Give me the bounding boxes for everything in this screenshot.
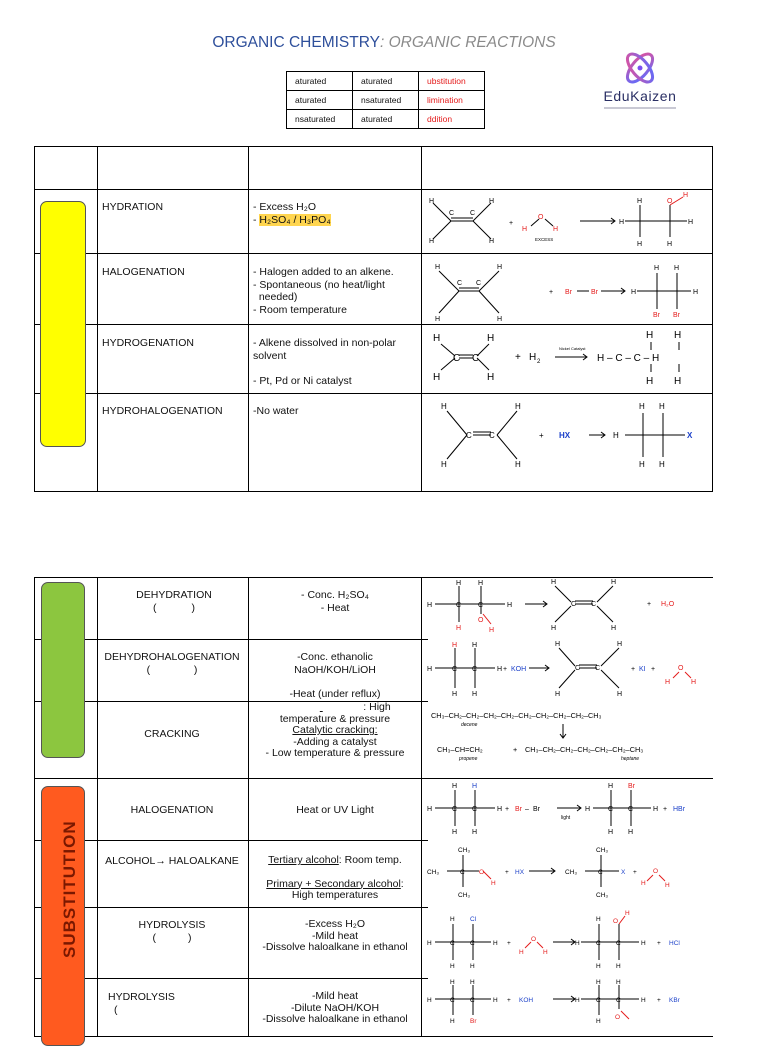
svg-text:C: C — [472, 353, 480, 364]
svg-text:H: H — [450, 1018, 455, 1025]
svg-text:CH₃: CH₃ — [458, 847, 471, 854]
svg-text:H: H — [674, 330, 682, 341]
title-main: ORGANIC CHEMISTRY — [212, 34, 380, 51]
reaction-name: DEHYDROHALOGENATION ( ) — [104, 651, 240, 676]
svg-text:H: H — [608, 829, 614, 836]
svg-text:C: C — [450, 997, 455, 1004]
svg-text:C: C — [478, 602, 484, 609]
svg-text:H: H — [487, 372, 495, 383]
svg-text:KBr: KBr — [669, 997, 680, 1004]
svg-text:H: H — [429, 238, 435, 245]
svg-text:CH₃: CH₃ — [458, 892, 471, 899]
svg-text:light: light — [561, 815, 571, 821]
svg-text:H: H — [489, 627, 495, 634]
svg-text:H: H — [470, 963, 475, 970]
svg-text:H: H — [456, 625, 462, 632]
svg-text:+: + — [507, 940, 511, 947]
svg-text:CH₃–CH=CH₂: CH₃–CH=CH₂ — [437, 745, 483, 754]
key-cell: nsaturated — [287, 110, 353, 129]
svg-text:HCl: HCl — [669, 940, 680, 947]
svg-text:KOH: KOH — [519, 997, 534, 1004]
reaction-conditions: - Conc. H₂SO₄ - Heat — [301, 589, 369, 614]
svg-text:H: H — [435, 316, 441, 323]
svg-text:C: C — [575, 665, 581, 672]
svg-text:C: C — [596, 940, 601, 947]
reaction-name: ALCOHOL→ HALOALKANE — [105, 855, 239, 867]
reaction-conditions: -Excess H₂O -Mild heat -Dissolve haloalkane in ethanol — [262, 918, 408, 953]
svg-text:H: H — [487, 333, 495, 344]
svg-text:H: H — [456, 580, 462, 587]
svg-text:H: H — [497, 316, 503, 323]
svg-text:CH₃: CH₃ — [596, 892, 609, 899]
key-cell: aturated — [287, 91, 353, 110]
reaction-conditions: -Mild heat -Dilute NaOH/KOH -Dissolve haloalkane in ethanol — [262, 990, 408, 1025]
key-cell: nsaturated — [353, 91, 419, 110]
reaction-conditions: - Excess H₂O - H₂SO₄ / H₃PO₄ — [253, 201, 331, 226]
svg-text:H: H — [575, 997, 580, 1004]
svg-text:Br: Br — [515, 806, 522, 813]
svg-text:C: C — [453, 353, 461, 364]
svg-text:C: C — [466, 431, 472, 440]
svg-text:H: H — [493, 997, 498, 1004]
reaction-conditions: -No water — [253, 405, 299, 417]
svg-text:H: H — [659, 402, 665, 411]
svg-text:H: H — [617, 691, 623, 698]
svg-text:C: C — [598, 869, 603, 876]
key-cell: ubstitution — [419, 72, 485, 91]
svg-text:H: H — [653, 806, 659, 813]
svg-text:+: + — [507, 997, 511, 1004]
alcohol-haloalkane-equation — [425, 841, 715, 907]
svg-text:C: C — [472, 666, 478, 673]
hydrolysis-water-equation — [425, 908, 715, 978]
svg-text:propene: propene — [459, 756, 478, 762]
svg-text:H: H — [596, 963, 601, 970]
reaction-name: HYDROLYSIS ( — [108, 991, 175, 1016]
atom-logo-icon — [594, 48, 686, 88]
dehydration-equation — [425, 578, 715, 640]
addition-table — [34, 146, 713, 492]
svg-text:H: H — [683, 192, 689, 199]
svg-text:H: H — [625, 910, 630, 917]
svg-text:+: + — [515, 352, 521, 363]
svg-text:C: C — [449, 210, 455, 217]
svg-text:O: O — [667, 198, 673, 205]
svg-text:H: H — [641, 997, 646, 1004]
svg-text:+: + — [539, 431, 544, 440]
title-sub: : ORGANIC REACTIONS — [379, 34, 556, 51]
svg-text:X: X — [687, 431, 693, 440]
svg-text:H: H — [611, 625, 617, 632]
cracking-equation — [425, 702, 715, 778]
svg-text:CH₃–CH₂–CH₂–CH₂–CH₂–CH₂–CH₃: CH₃–CH₂–CH₂–CH₂–CH₂–CH₂–CH₃ — [525, 745, 644, 754]
svg-text:H: H — [613, 431, 619, 440]
reaction-conditions: Heat or UV Light — [296, 804, 374, 816]
edukaizen-logo — [594, 48, 686, 126]
svg-text:+: + — [651, 666, 656, 673]
svg-text:O: O — [478, 617, 484, 624]
svg-text:H: H — [646, 376, 654, 387]
svg-text:2: 2 — [537, 359, 541, 365]
svg-text:H: H — [555, 691, 561, 698]
svg-text:Br: Br — [533, 806, 540, 813]
svg-text:H: H — [654, 265, 660, 272]
svg-text:Br: Br — [470, 1018, 477, 1025]
svg-text:H: H — [515, 402, 521, 411]
svg-text:+: + — [633, 869, 637, 876]
svg-text:Br: Br — [628, 783, 635, 790]
svg-text:–: – — [525, 806, 529, 813]
svg-text:+: + — [647, 601, 652, 608]
svg-text:H: H — [665, 882, 670, 889]
svg-text:KI: KI — [639, 666, 646, 673]
svg-text:H: H — [637, 198, 643, 205]
svg-text:C: C — [489, 431, 495, 440]
svg-text:C: C — [595, 665, 601, 672]
svg-text:C: C — [472, 806, 478, 813]
svg-text:H: H — [433, 333, 441, 344]
svg-text:H: H — [450, 963, 455, 970]
svg-text:O: O — [613, 918, 619, 925]
svg-text:C: C — [470, 997, 475, 1004]
svg-text:+: + — [657, 997, 661, 1004]
svg-text:C: C — [470, 940, 475, 947]
halogenation-equation — [425, 257, 715, 323]
svg-text:H: H — [472, 829, 478, 836]
svg-text:H: H — [522, 226, 528, 233]
svg-text:H: H — [667, 241, 673, 248]
logo-tagline — [604, 107, 676, 109]
svg-text:HX: HX — [559, 431, 571, 440]
svg-text:H: H — [529, 352, 537, 363]
svg-text:+: + — [631, 666, 636, 673]
svg-text:H: H — [575, 940, 580, 947]
svg-text:Br: Br — [653, 312, 660, 319]
svg-text:Br: Br — [591, 289, 598, 296]
key-row — [287, 91, 485, 110]
key-cell: ddition — [419, 110, 485, 129]
svg-text:H: H — [452, 691, 458, 698]
svg-text:Br: Br — [565, 289, 572, 296]
svg-text:O: O — [531, 936, 537, 943]
key-row — [287, 110, 485, 129]
svg-text:H: H — [427, 806, 433, 813]
svg-text:C: C — [456, 602, 462, 609]
svg-text:H: H — [489, 238, 495, 245]
svg-text:H: H — [472, 783, 478, 790]
svg-text:H: H — [628, 829, 634, 836]
svg-text:H: H — [659, 460, 665, 469]
reaction-name: CRACKING — [144, 728, 200, 740]
svg-text:CH₃: CH₃ — [427, 869, 440, 876]
hydration-equation — [425, 191, 715, 253]
svg-text:+: + — [549, 289, 554, 296]
svg-text:C: C — [452, 806, 458, 813]
svg-text:H: H — [596, 916, 601, 923]
svg-text:H: H — [441, 402, 447, 411]
reaction-name: HYDROLYSIS ( ) — [138, 919, 206, 944]
svg-text:Br: Br — [673, 312, 680, 319]
svg-text:+: + — [657, 940, 661, 947]
key-cell: aturated — [353, 110, 419, 129]
reaction-name: HALOGENATION — [102, 266, 185, 278]
dehydrohalogenation-equation — [425, 640, 715, 702]
svg-text:O: O — [653, 868, 659, 875]
svg-text:H: H — [616, 979, 621, 986]
hydrogenation-equation — [425, 326, 715, 392]
svg-text:H: H — [543, 949, 548, 956]
svg-text:H: H — [507, 602, 513, 609]
svg-text:KOH: KOH — [511, 666, 527, 673]
key-row — [287, 72, 485, 91]
svg-text:decene: decene — [461, 722, 478, 728]
svg-text:O: O — [538, 214, 544, 221]
svg-text:O: O — [479, 869, 485, 876]
svg-text:H: H — [497, 806, 503, 813]
hydrohalogenation-equation — [425, 397, 715, 477]
svg-text:H: H — [427, 940, 432, 947]
reaction-conditions: - Alkene dissolved in non-polar solvent - Pt, Pd or Ni catalyst — [253, 337, 397, 387]
svg-text:H: H — [608, 783, 614, 790]
elimination-substitution-table — [34, 577, 713, 1037]
svg-text:H: H — [497, 666, 503, 673]
svg-text:H: H — [450, 916, 455, 923]
svg-text:H: H — [515, 460, 521, 469]
svg-text:C: C — [616, 940, 621, 947]
reaction-conditions: Tertiary alcohol: Room temp. Primary + Secondary alcohol: High temperatures — [266, 854, 404, 901]
svg-text:H: H — [641, 880, 646, 887]
svg-text:C: C — [476, 280, 482, 287]
svg-text:C: C — [457, 280, 463, 287]
svg-text:H: H — [596, 979, 601, 986]
svg-text:H: H — [631, 289, 637, 296]
svg-text:C: C — [608, 806, 614, 813]
svg-text:H: H — [637, 241, 643, 248]
svg-text:H: H — [427, 602, 433, 609]
svg-text:H: H — [429, 198, 435, 205]
svg-text:H: H — [639, 460, 645, 469]
svg-text:H: H — [674, 265, 680, 272]
svg-text:H: H — [489, 198, 495, 205]
svg-text:C: C — [596, 997, 601, 1004]
key-cell: limination — [419, 91, 485, 110]
svg-text:H: H — [427, 666, 433, 673]
svg-text:C: C — [450, 940, 455, 947]
reaction-conditions: - Halogen added to an alkene. - Spontaneous (no heat/light needed) - Room temperature — [253, 266, 394, 316]
svg-text:C: C — [571, 601, 577, 608]
svg-text:EXCESS: EXCESS — [535, 237, 554, 242]
svg-text:H: H — [688, 219, 694, 226]
svg-text:C: C — [628, 806, 634, 813]
svg-text:H – C – C – H: H – C – C – H — [597, 353, 660, 364]
svg-text:H: H — [616, 963, 621, 970]
reaction-key-table — [286, 71, 485, 129]
svg-text:H: H — [646, 330, 654, 341]
svg-text:H: H — [551, 579, 557, 586]
svg-text:HX: HX — [515, 869, 525, 876]
addition-color-tag — [40, 201, 86, 447]
svg-text:CH₃–CH₂–CH₂–CH₂–CH₂–CH₂–CH₂–CH: CH₃–CH₂–CH₂–CH₂–CH₂–CH₂–CH₂–CH₂–CH₂–CH₃ — [431, 711, 602, 720]
svg-text:H: H — [478, 580, 484, 587]
key-cell: aturated — [287, 72, 353, 91]
svg-text:H: H — [491, 880, 496, 887]
svg-text:H: H — [470, 979, 475, 986]
substitution-label: SUBSTITUTION — [60, 820, 79, 958]
svg-text:C: C — [460, 869, 465, 876]
reaction-name: HYDRATION — [102, 201, 164, 213]
svg-text:H: H — [585, 806, 591, 813]
reaction-name: HYDROGENATION — [102, 337, 194, 349]
svg-text:H: H — [472, 691, 478, 698]
svg-text:O: O — [615, 1014, 621, 1021]
key-cell: aturated — [353, 72, 419, 91]
svg-text:H: H — [665, 679, 671, 686]
svg-text:+: + — [505, 806, 510, 813]
svg-text:H: H — [551, 625, 557, 632]
svg-text:H: H — [452, 642, 458, 649]
svg-text:+: + — [509, 220, 514, 227]
svg-text:O: O — [678, 665, 684, 672]
svg-text:H: H — [493, 940, 498, 947]
svg-text:H: H — [693, 289, 699, 296]
svg-text:H: H — [641, 940, 646, 947]
svg-text:H: H — [433, 372, 441, 383]
svg-text:heptane: heptane — [621, 756, 640, 762]
svg-text:H: H — [427, 997, 432, 1004]
svg-text:H: H — [611, 579, 617, 586]
svg-text:+: + — [513, 745, 518, 754]
svg-text:X: X — [621, 869, 626, 876]
svg-text:HBr: HBr — [673, 806, 686, 813]
svg-text:H: H — [639, 402, 645, 411]
svg-text:H: H — [596, 1018, 601, 1025]
svg-text:H: H — [450, 979, 455, 986]
svg-text:H: H — [553, 226, 559, 233]
svg-text:H: H — [452, 783, 458, 790]
svg-text:H: H — [691, 679, 697, 686]
reaction-name: DEHYDRATION ( ) — [136, 589, 212, 614]
svg-text:C: C — [616, 997, 621, 1004]
svg-text:H: H — [452, 829, 458, 836]
svg-text:C: C — [470, 210, 476, 217]
svg-text:H: H — [441, 460, 447, 469]
svg-text:+: + — [503, 666, 508, 673]
svg-text:H: H — [519, 949, 524, 956]
reaction-conditions: : High temperature & pressure Catalytic cracking: -Adding a catalyst - Low temperature & pressure — [265, 701, 405, 759]
svg-text:H: H — [555, 641, 561, 648]
svg-text:+: + — [505, 869, 509, 876]
svg-text:H₂O: H₂O — [661, 601, 675, 608]
svg-text:C: C — [452, 666, 458, 673]
svg-text:H: H — [435, 264, 441, 271]
svg-text:C: C — [591, 601, 597, 608]
svg-text:CH₃: CH₃ — [596, 847, 609, 854]
hydrolysis-base-equation — [425, 979, 715, 1039]
elimination-color-tag — [41, 582, 85, 758]
reaction-name: HYDROHALOGENATION — [102, 405, 223, 417]
svg-text:H: H — [619, 219, 625, 226]
svg-text:H: H — [472, 642, 478, 649]
svg-text:Nickel Catalyst: Nickel Catalyst — [559, 346, 586, 351]
svg-text:CH₃: CH₃ — [565, 869, 578, 876]
svg-text:H: H — [617, 641, 623, 648]
reaction-name: HALOGENATION — [130, 804, 214, 816]
logo-brand-name: EduKaizen — [603, 88, 677, 104]
svg-text:H: H — [497, 264, 503, 271]
svg-text:H: H — [674, 376, 682, 387]
substitution-halogenation-equation — [425, 778, 715, 840]
svg-text:+: + — [663, 806, 668, 813]
reaction-conditions: -Conc. ethanolic NaOH/KOH/LiOH -Heat (under reflux) — [289, 651, 381, 700]
svg-text:Cl: Cl — [470, 916, 477, 923]
